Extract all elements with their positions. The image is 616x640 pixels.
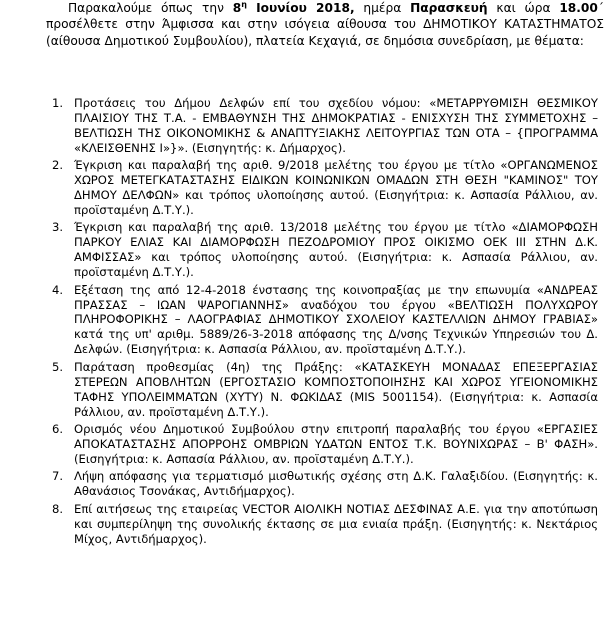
agenda-item-number: 4. bbox=[51, 282, 63, 297]
agenda-item bbox=[0, 360, 616, 420]
agenda-item-number: 5. bbox=[51, 359, 63, 374]
agenda-item-number: 7. bbox=[51, 469, 63, 484]
agenda-item bbox=[0, 502, 616, 547]
intro-part-1: Παρακαλούμε όπως την bbox=[68, 1, 233, 15]
meeting-day: 8 bbox=[232, 1, 242, 15]
agenda-item-text: Εξέταση της από 12-4-2018 ένστασης της κοινοπραξίας με την επωνυμία «ΑΝΔΡΕΑΣ ΠΡΑΣΣΑΣ – ΙΩΑΝ ΨΑΡΟΓΙΑΝΝΗΣ» αναδόχου του έργου «ΒΕΛΤΙΩΣΗ ΠΟΛΥΧΩΡΟΥ ΠΛΗΡΟΦΟΡΙΚΗΣ – ΛΑΟΓΡΑΦΙΑΣ ΔΗΜΟΤΙΚΟΥ ΣΧΟΛΕΙΟΥ ΚΑΣΤΕΛΛΙΩΝ ΔΗΜΟΥ ΓΡΑΒΙΑΣ» κατά της υπ' αριθμ. 5889/26-3-2018 απόφασης της Δ/νσης Τεχνικών Υπηρεσιών του Δ. Δελφών. (Εισηγήτρια: κ. Ασπασία Ράλλιου, αν. προϊσταμένη Δ.Τ.Υ.). bbox=[74, 282, 598, 357]
agenda-item-number: 2. bbox=[51, 158, 63, 173]
agenda-item-text: Προτάσεις του Δήμου Δελφών επί του σχεδίου νόμου: «ΜΕΤΑΡΡΥΘΜΙΣΗ ΘΕΣΜΙΚΟΥ ΠΛΑΙΣΙΟΥ ΤΗΣ Τ.Α. - ΕΜΒΑΘΥΝΣΗ ΤΗΣ ΔΗΜΟΚΡΑΤΙΑΣ - ΕΝΙΣΧΥΣΗ ΤΗΣ ΣΥΜΜΕΤΟΧΗΣ – ΒΕΛΤΙΩΣΗ ΤΗΣ ΟΙΚΟΝΟΜΙΚΗΣ & ΑΝΑΠΤΥΞΙΑΚΗΣ ΛΕΙΤΟΥΡΓΙΑΣ ΤΩΝ ΟΤΑ – {ΠΡΟΓΡΑΜΜΑ «ΚΛΕΙΣΘΕΝΗΣ Ι»}». (Εισηγητής: κ. Δήμαρχος). bbox=[74, 96, 598, 155]
agenda-item-number: 1. bbox=[51, 96, 63, 110]
agenda-item-text: Λήψη απόφασης για τερματισμό μισθωτικής σχέσης στη Δ.Κ. Γαλαξιδίου. (Εισηγητής: κ. Αθανάσιος Τσονάκας, Αντιδήμαρχος). bbox=[74, 469, 598, 499]
agenda-item-text: Έγκριση και παραλαβή της αριθ. 13/2018 μελέτης του έργου με τίτλο «ΔΙΑΜΟΡΦΩΣΗ ΠΑΡΚΟΥ ΕΛΙΑΣ ΚΑΙ ΔΙΑΜΟΡΦΩΣΗ ΠΕΖΟΔΡΟΜΙΟΥ ΠΡΟΣ ΟΙΚΙΣΜΟ ΟΕΚ ΙΙΙ ΣΤΗΝ Δ.Κ. ΑΜΦΙΣΣΑΣ» και τρόπος υλοποίησης αυτού. (Εισηγήτρια: κ. Ασπασία Ράλλιου, αν. προϊσταμένη Δ.Τ.Υ.). bbox=[74, 220, 598, 280]
agenda-item bbox=[0, 158, 616, 218]
intro-text bbox=[46, 0, 604, 49]
intro-part-3: ημέρα bbox=[354, 1, 411, 15]
agenda-item-text: Επί αιτήσεως της εταιρείας VECTOR ΑΙΟΛΙΚΗ ΝΟΤΙΑΣ ΔΕΣΦΙΝΑΣ Α.Ε. για την αποτύπωση και συμπερίληψη της συνολικής έκτασης σε μια ενιαία πράξη. (Εισηγητής: κ. Νεκτάριος Μίχος, Αντιδήμαρχος). bbox=[74, 501, 598, 546]
agenda-item bbox=[0, 96, 616, 156]
meeting-day-suffix: η bbox=[241, 0, 247, 9]
agenda-item-text: Έγκριση και παραλαβή της αριθ. 9/2018 μελέτης του έργου με τίτλο «ΟΡΓΑΝΩΜΕΝΟΣ ΧΩΡΟΣ ΜΕΤΕΓΚΑΤΑΣΤΑΣΗΣ ΕΙΔΙΚΩΝ ΚΟΙΝΩΝΙΚΩΝ ΟΜΑΔΩΝ ΣΤΗ ΘΕΣΗ "ΚΑΜΙΝΟΣ" ΤΟΥ ΔΗΜΟΥ ΔΕΛΦΩΝ» και τρόπος υλοποίησης αυτού. (Εισηγήτρια: κ. Ασπασία Ράλλιου, αν. προϊσταμένη Δ.Τ.Υ.). bbox=[74, 158, 598, 217]
agenda-item-text: Παράταση προθεσμίας (4η) της Πράξης: «ΚΑΤΑΣΚΕΥΗ ΜΟΝΑΔΑΣ ΕΠΕΞΕΡΓΑΣΙΑΣ ΣΤΕΡΕΩΝ ΑΠΟΒΛΗΤΩΝ (ΕΡΓΟΣΤΑΣΙΟ ΚΟΜΠΟΣΤΟΠΟΙΗΣΗΣ ΚΑΙ ΧΩΡΟΣ ΥΓΕΙΟΝΟΜΙΚΗΣ ΤΑΦΗΣ ΥΠΟΛΕΙΜΜΑΤΩΝ (ΧΥΤΥ) Ν. ΦΩΚΙΔΑΣ (MIS 5001154). (Εισηγήτρια: κ. Ασπασία Ράλλιου, αν. προϊσταμένη Δ.Τ.Υ.). bbox=[74, 359, 598, 419]
meeting-time: 18.00 bbox=[559, 1, 598, 15]
agenda-item bbox=[0, 422, 616, 467]
agenda-item bbox=[0, 283, 616, 358]
agenda-item-text: Ορισμός νέου Δημοτικού Συμβούλου στην επιτροπή παραλαβής του έργου «ΕΡΓΑΣΙΕΣ ΑΠΟΚΑΤΑΣΤΑΣΗΣ ΑΠΟΡΡΟΗΣ ΟΜΒΡΙΩΝ ΥΔΑΤΩΝ ΕΝΤΟΣ Τ.Κ. ΒΟΥΝΙΧΩΡΑΣ – Β' ΦΑΣΗ». (Εισηγήτρια: κ. Ασπασία Ράλλιου, αν. προϊσταμένη Δ.Τ.Υ.). bbox=[74, 422, 598, 466]
agenda-item bbox=[0, 220, 616, 280]
agenda-item-number: 8. bbox=[51, 501, 63, 516]
meeting-weekday: Παρασκευή bbox=[410, 1, 488, 15]
meeting-month-year: Ιουνίου 2018, bbox=[246, 1, 355, 15]
agenda-item-number: 6. bbox=[51, 422, 63, 436]
intro-part-4: και ώρα bbox=[487, 1, 560, 15]
agenda-item-number: 3. bbox=[51, 220, 63, 235]
agenda-item bbox=[0, 469, 616, 499]
intro-part-5: ΄ προσέλθετε στην Άμφισσα και στην ισόγεια αίθουσα του ΔΗΜΟΤΙΚΟΥ ΚΑΤΑΣΤΗΜΑΤΟΣ (αίθουσα Δημοτικού Συμβουλίου), πλατεία Κεχαγιά, σε δημόσια συνεδρίαση, με θέματα: bbox=[46, 1, 604, 48]
meeting-date bbox=[233, 1, 355, 15]
agenda-list bbox=[0, 96, 616, 549]
intro-paragraph bbox=[46, 0, 604, 49]
